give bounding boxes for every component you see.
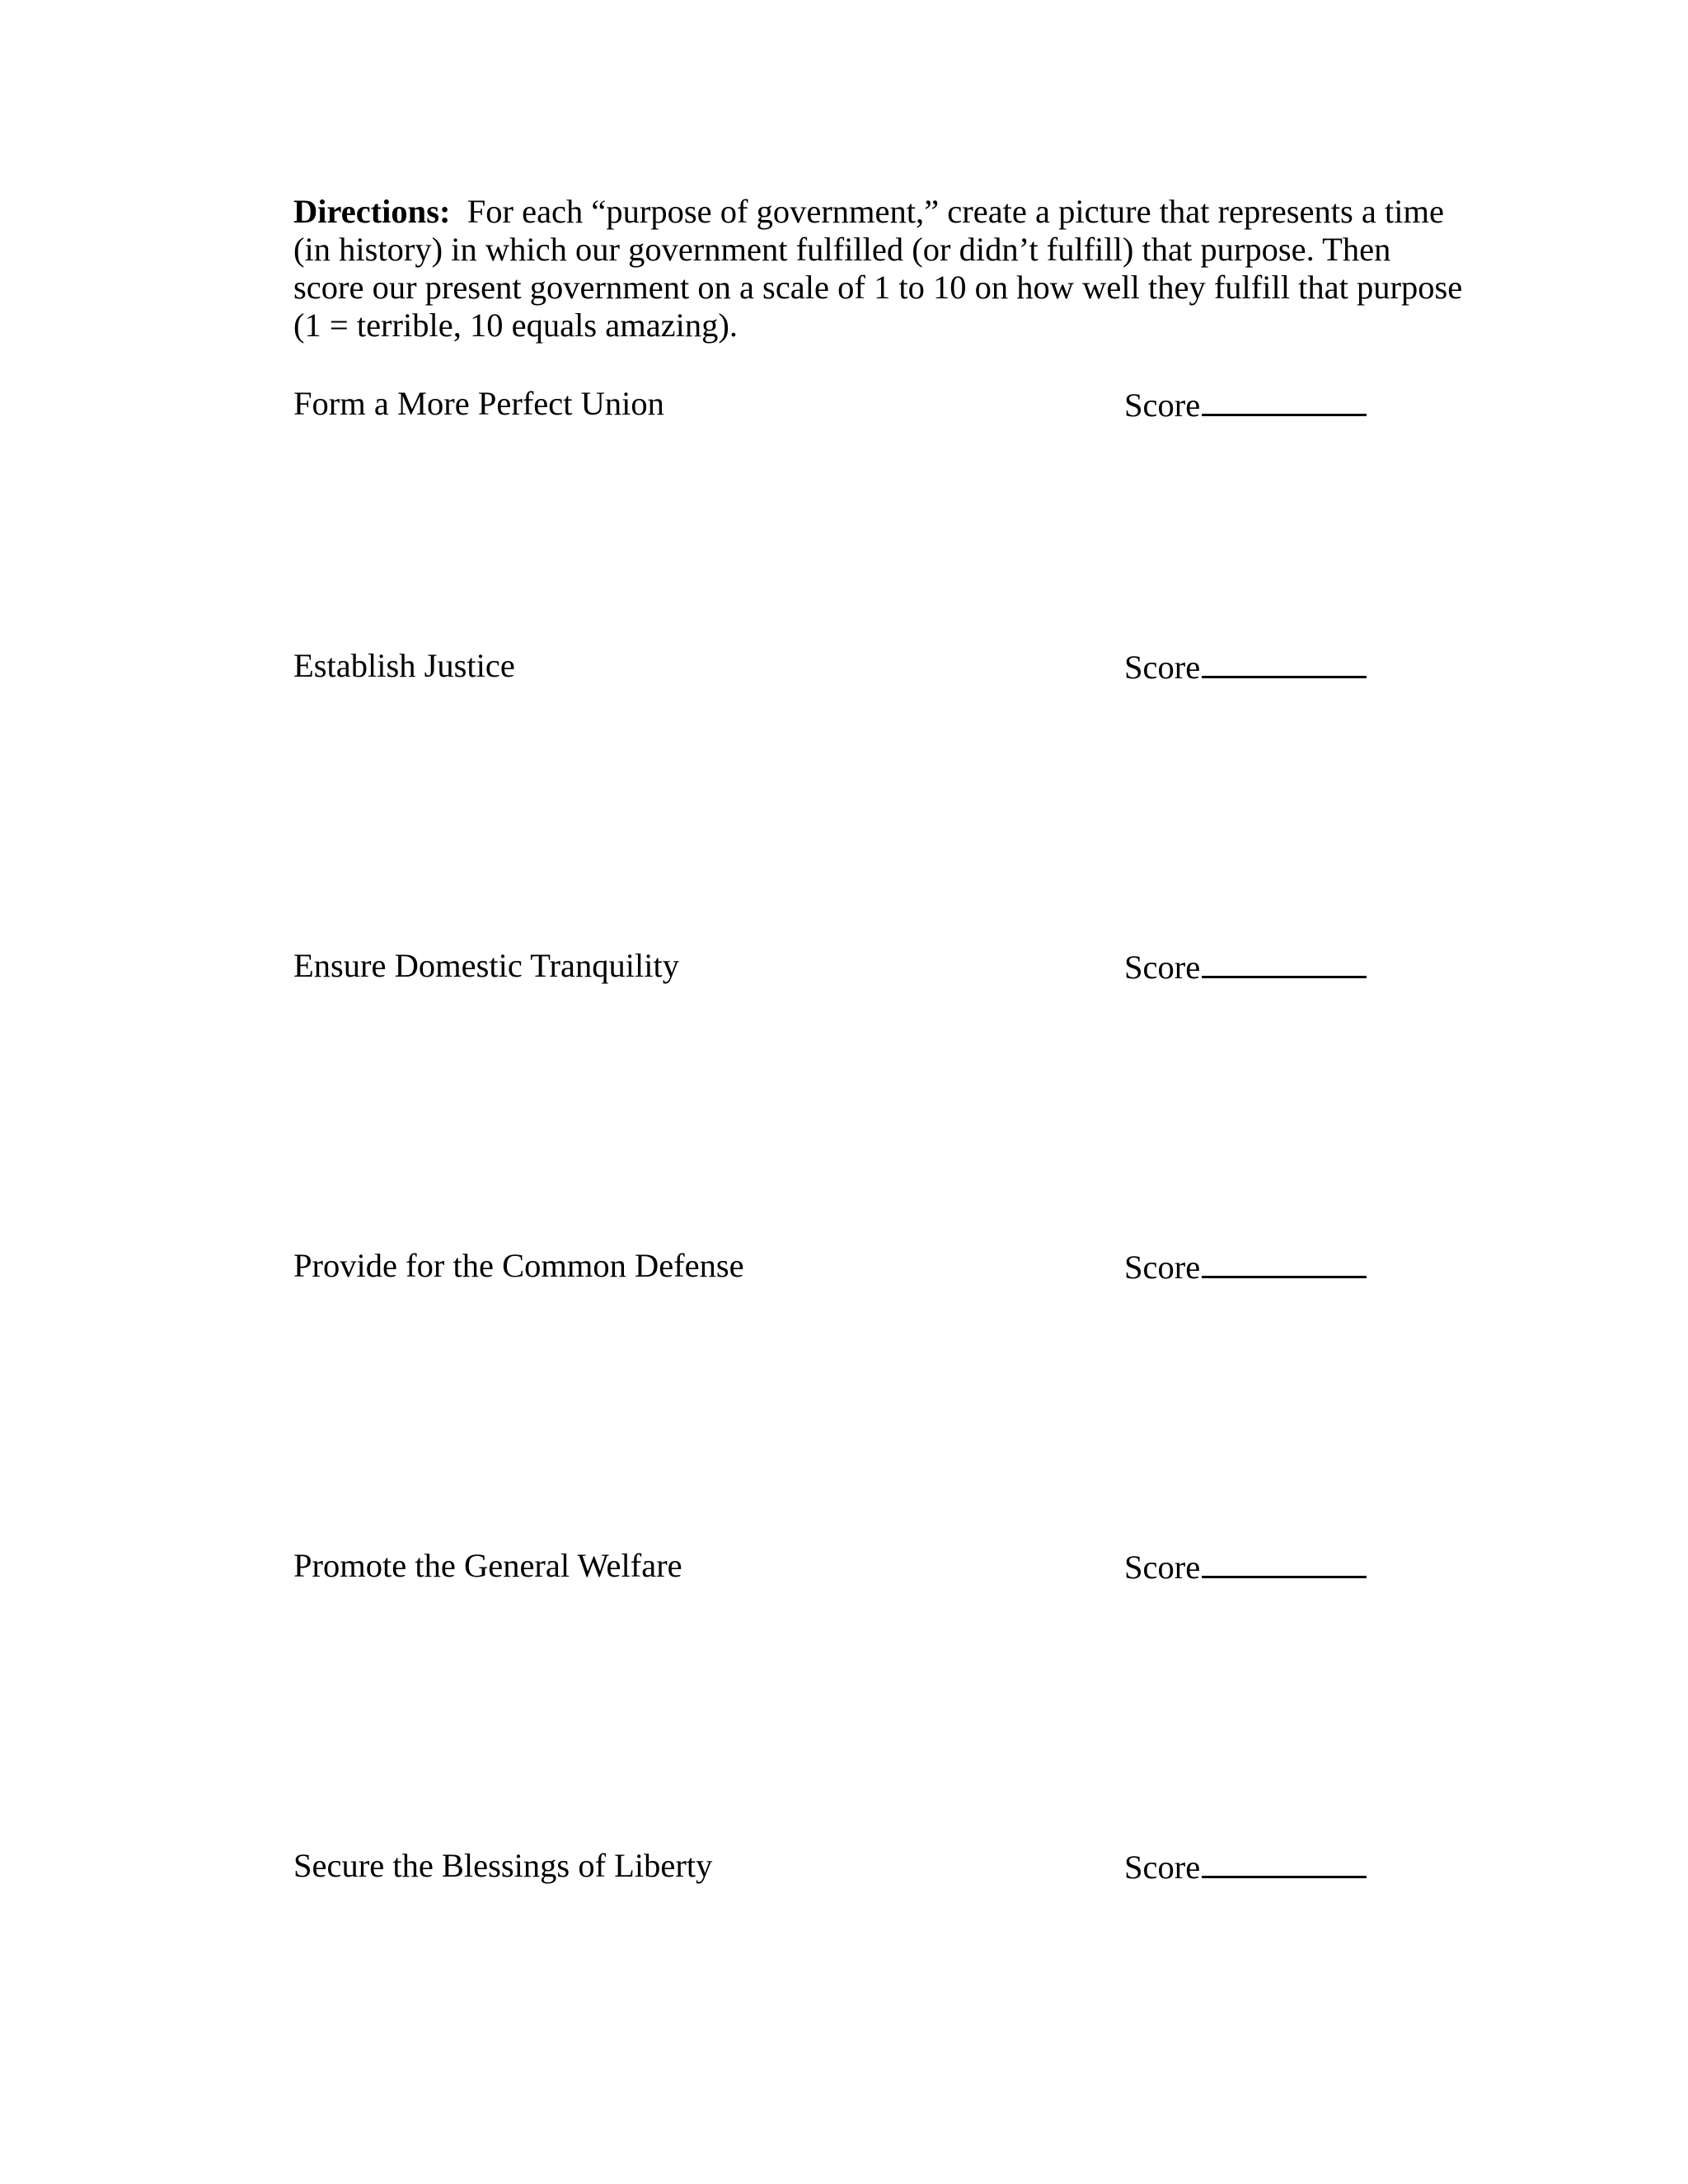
- purpose-title: Establish Justice: [293, 647, 515, 684]
- score-field[interactable]: [1124, 643, 1367, 691]
- score-field[interactable]: [1124, 943, 1367, 991]
- purpose-section: [293, 1243, 1447, 1289]
- purpose-section: [293, 1543, 1447, 1589]
- score-label: Score: [1124, 1549, 1201, 1586]
- score-blank-line[interactable]: [1202, 381, 1367, 416]
- score-blank-line[interactable]: [1202, 1243, 1367, 1278]
- purpose-section: [293, 381, 1447, 427]
- directions-label: Directions:: [293, 193, 451, 230]
- score-label: Score: [1124, 949, 1201, 986]
- purpose-title: Secure the Blessings of Liberty: [293, 1847, 713, 1884]
- purpose-title: Provide for the Common Defense: [293, 1247, 744, 1284]
- directions-text: For each “purpose of government,” create a picture that represents a time (in history) in which our government fulfilled (or didn’t fulfill) that purpose. Then score our present government on a scale of 1 to 10 on how well they fulfill that purpose (1 = terrible, 10 equals amazing).: [293, 193, 1463, 344]
- score-blank-line[interactable]: [1202, 1843, 1367, 1878]
- score-label: Score: [1124, 1249, 1201, 1286]
- purpose-section: [293, 943, 1447, 989]
- purpose-section: [293, 1843, 1447, 1889]
- score-field[interactable]: [1124, 1243, 1367, 1291]
- score-label: Score: [1124, 649, 1201, 686]
- score-blank-line[interactable]: [1202, 1543, 1367, 1578]
- score-field[interactable]: [1124, 381, 1367, 429]
- directions-paragraph: [293, 193, 1464, 344]
- score-blank-line[interactable]: [1202, 943, 1367, 978]
- score-label: Score: [1124, 1849, 1201, 1886]
- purpose-title: Ensure Domestic Tranquility: [293, 947, 679, 984]
- purpose-section: [293, 643, 1447, 689]
- score-field[interactable]: [1124, 1843, 1367, 1891]
- purpose-title: Form a More Perfect Union: [293, 385, 664, 422]
- score-field[interactable]: [1124, 1543, 1367, 1591]
- score-blank-line[interactable]: [1202, 643, 1367, 678]
- purpose-title: Promote the General Welfare: [293, 1547, 682, 1584]
- score-label: Score: [1124, 387, 1201, 424]
